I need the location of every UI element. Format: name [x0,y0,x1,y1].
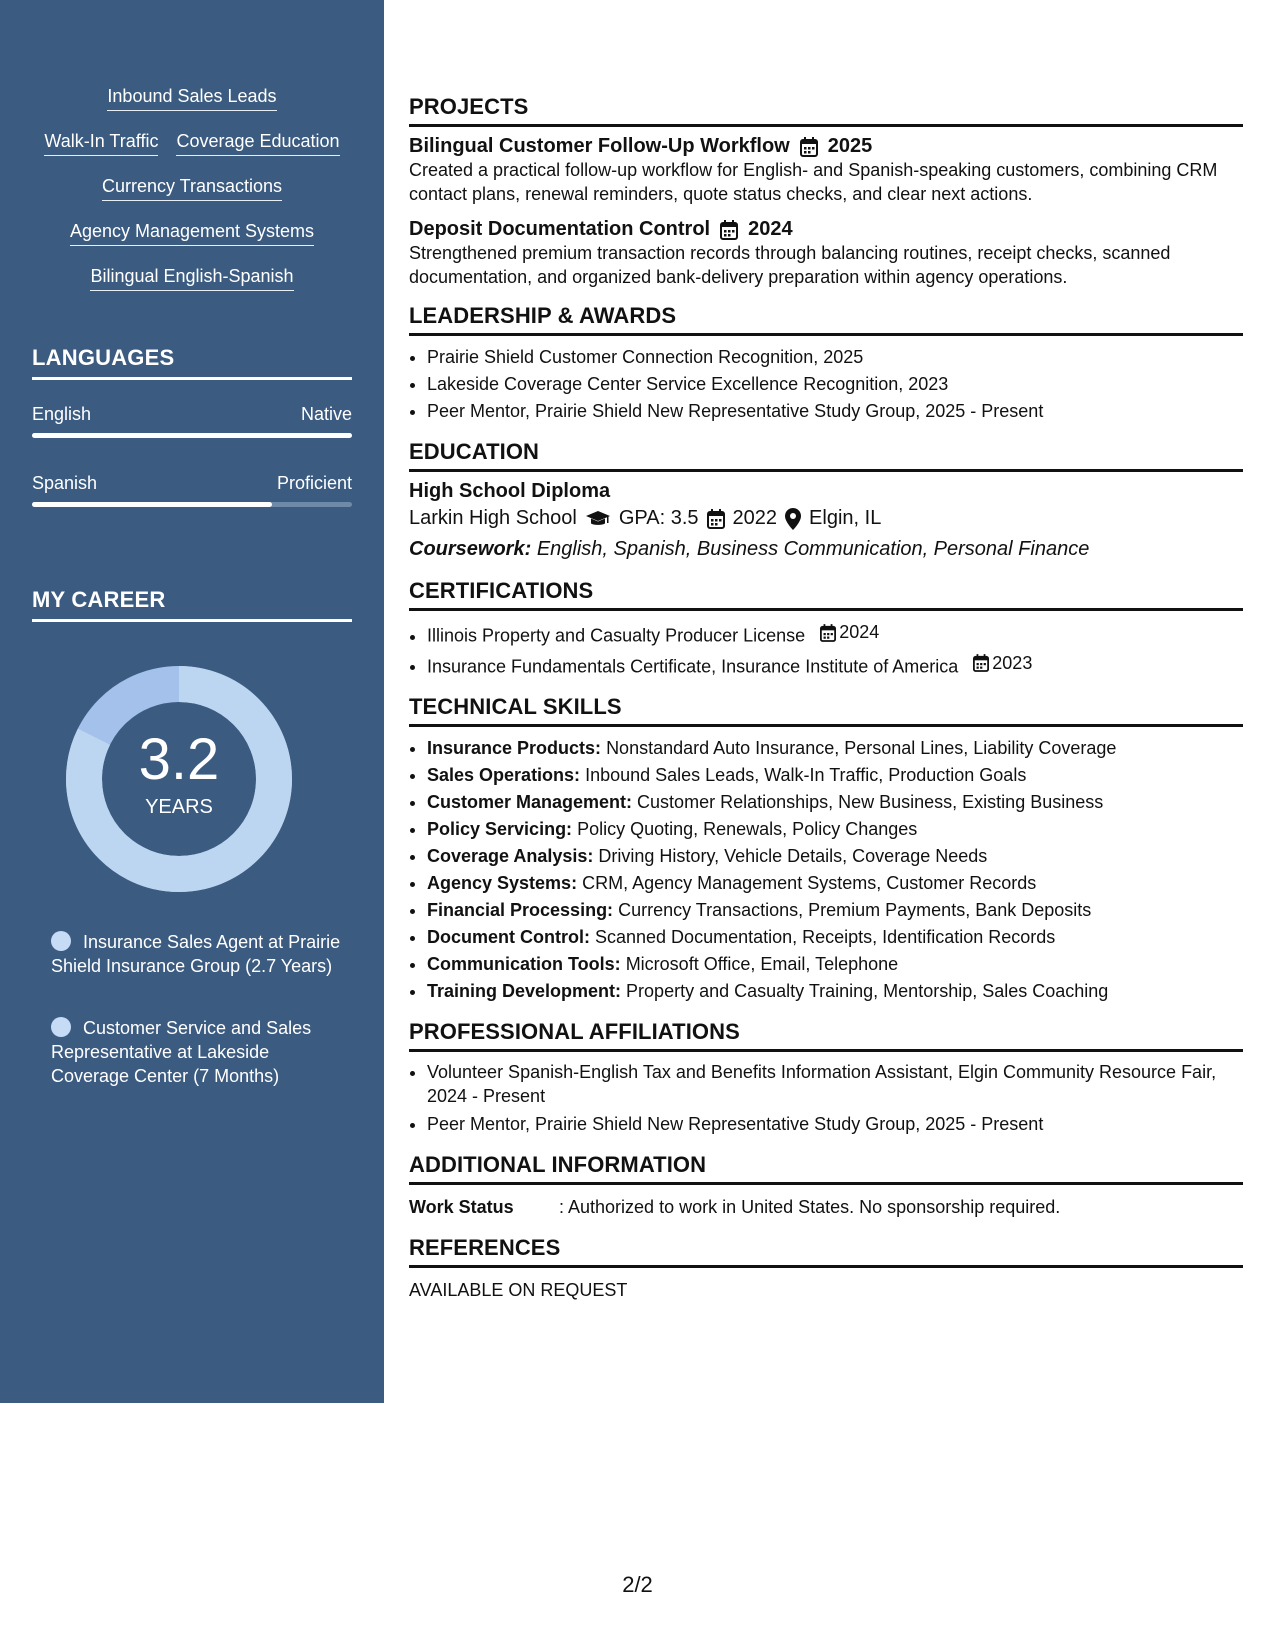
skill-value: Property and Casualty Training, Mentorship, Sales Coaching [626,981,1109,1001]
skill-tag: Bilingual English-Spanish [90,264,293,291]
leadership-list [409,344,1243,425]
list-item: • Peer Mentor, Prairie Shield New Representative Study Group, 2025 - Present [427,398,1243,425]
gpa: GPA: 3.5 [618,507,699,529]
skill-label: Training Development: [427,981,622,1001]
coursework [409,534,1243,564]
calendar-icon [800,137,818,157]
language-bar-fill [32,433,352,438]
cert-name: Illinois Property and Casualty Producer License [427,625,806,646]
list-item [427,650,1243,681]
skill-value: Policy Quoting, Renewals, Policy Changes [577,819,918,839]
section-heading: TECHNICAL SKILLS [409,694,1243,727]
skill-label: Agency Systems: [427,873,578,893]
cert-name: Insurance Fundamentals Certificate, Insurance Institute of America [427,656,959,676]
certifications-list [409,619,1243,680]
skill-value: Scanned Documentation, Receipts, Identification Records [595,927,1056,947]
school-name: Larkin High School [409,507,577,529]
skill-value: Driving History, Vehicle Details, Coverage Needs [598,846,988,866]
language-bar [32,502,352,507]
skill-label: Communication Tools: [427,954,621,974]
list-item [427,924,1243,951]
location-pin-icon [785,508,801,530]
coursework-list: English, Spanish, Business Communication, Personal Finance [536,538,1090,560]
project-year: 2024 [748,218,793,240]
language-bar-fill [32,502,272,507]
section-heading: LEADERSHIP & AWARDS [409,303,1243,336]
work-status-label: Work Status [409,1197,514,1217]
language-bar [32,433,352,438]
list-item [427,762,1243,789]
list-item [427,735,1243,762]
education-details [409,503,1243,534]
skill-value: Customer Relationships, New Business, Existing Business [637,792,1104,812]
skill-row [0,264,384,309]
skill-label: Insurance Products: [427,738,602,758]
career-unit: YEARS [145,796,213,818]
skill-row [0,84,384,129]
cert-year: 2024 [839,622,880,642]
work-status-row [409,1193,1243,1221]
list-item [427,897,1243,924]
language-name: English [32,404,92,424]
cert-date [973,650,1032,677]
list-item [427,978,1243,1005]
list-item [427,951,1243,978]
list-item: • Prairie Shield Customer Connection Recognition, 2025 [427,344,1243,371]
project-year: 2025 [827,135,873,157]
career-total: 3.2 [138,727,220,792]
career-item-text: Customer Service and Sales Representative at Lakeside Coverage Center (7 Months) [51,1018,312,1086]
career-donut-chart [66,666,292,892]
coursework-label: Coursework: [409,538,532,560]
skill-value: Currency Transactions, Premium Payments, Bank Deposits [618,900,1092,920]
section-heading: REFERENCES [409,1235,1243,1268]
skill-row [0,174,384,219]
section-heading: CERTIFICATIONS [409,578,1243,611]
list-item [427,843,1243,870]
career-heading: MY CAREER [32,587,352,622]
list-item [427,870,1243,897]
cert-date [820,619,879,646]
education-section [409,439,1243,564]
skill-row [0,129,384,174]
skill-label: Coverage Analysis: [427,846,594,866]
skill-tags [0,84,384,309]
page-number: 2/2 [622,1572,653,1597]
skill-tag: Inbound Sales Leads [107,84,276,111]
technical-skills-list [409,735,1243,1005]
language-english [32,404,352,438]
calendar-icon [720,220,738,240]
main-content [409,94,1243,1315]
skill-label: Customer Management: [427,792,633,812]
skill-row [0,219,384,264]
project-name: Deposit Documentation Control [409,218,711,240]
languages-heading: LANGUAGES [32,345,352,380]
list-item [427,619,1243,650]
projects-section [409,94,1243,289]
skill-label: Sales Operations: [427,765,581,785]
skill-value: CRM, Agency Management Systems, Customer Records [582,873,1037,893]
project-description: Created a practical follow-up workflow for English- and Spanish-speaking customers, combining CRM contact plans, renewal reminders, quote status checks, and clear next actions. [409,160,1218,204]
references-section [409,1235,1243,1301]
sidebar [0,0,384,1403]
project-title [409,135,1243,158]
skill-tag: Coverage Education [176,129,339,156]
list-item [427,816,1243,843]
affiliations-section [409,1019,1243,1138]
leadership-section [409,303,1243,425]
section-heading: PROFESSIONAL AFFILIATIONS [409,1019,1243,1052]
affiliations-list [409,1060,1243,1138]
section-heading: EDUCATION [409,439,1243,472]
legend-dot [51,1017,71,1037]
calendar-icon [973,654,989,672]
graduation-cap-icon [585,510,611,528]
skill-tag: Walk-In Traffic [44,129,158,156]
career-item-text: Insurance Sales Agent at Prairie Shield Insurance Group (2.7 Years) [51,932,341,976]
skill-value: Inbound Sales Leads, Walk-In Traffic, Production Goals [585,765,1027,785]
list-item: • Lakeside Coverage Center Service Excellence Recognition, 2023 [427,371,1243,398]
cert-year: 2023 [992,652,1033,673]
legend-dot [51,931,71,951]
skill-value: Microsoft Office, Email, Telephone [625,954,899,974]
project-description: Strengthened premium transaction records through balancing routines, receipt checks, scanned documentation, and organized bank-delivery preparation within agency operations. [409,243,1171,287]
list-item: • Volunteer Spanish-English Tax and Benefits Information Assistant, Elgin Community Resource Fair, 2024 - Present [427,1060,1243,1108]
language-name: Spanish [32,473,98,493]
calendar-icon [707,509,725,529]
section-heading: ADDITIONAL INFORMATION [409,1152,1243,1185]
additional-information-section [409,1152,1243,1221]
list-item: • Peer Mentor, Prairie Shield New Representative Study Group, 2025 - Present [427,1111,1243,1138]
references-text: AVAILABLE ON REQUEST [409,1280,628,1300]
project-title [409,218,1243,241]
project-name: Bilingual Customer Follow-Up Workflow [409,135,790,157]
skill-tag: Agency Management Systems [70,219,314,246]
work-status-value: : Authorized to work in United States. No sponsorship required. [559,1197,1061,1217]
school-location: Elgin, IL [809,507,882,529]
skill-label: Policy Servicing: [427,819,573,839]
calendar-icon [820,624,836,642]
technical-skills-section [409,694,1243,1005]
skill-value: Nonstandard Auto Insurance, Personal Lines, Liability Coverage [606,738,1117,758]
certifications-section [409,578,1243,680]
list-item [427,789,1243,816]
language-spanish [32,473,352,507]
section-heading: PROJECTS [409,94,1243,127]
career-item [51,1016,341,1088]
skill-label: Financial Processing: [427,900,614,920]
career-item [51,930,341,978]
language-level: Proficient [276,473,352,493]
skill-label: Document Control: [427,927,590,947]
degree: High School Diploma [409,480,611,502]
graduation-year: 2022 [732,507,778,529]
language-level: Native [300,404,352,424]
skill-tag: Currency Transactions [102,174,282,201]
